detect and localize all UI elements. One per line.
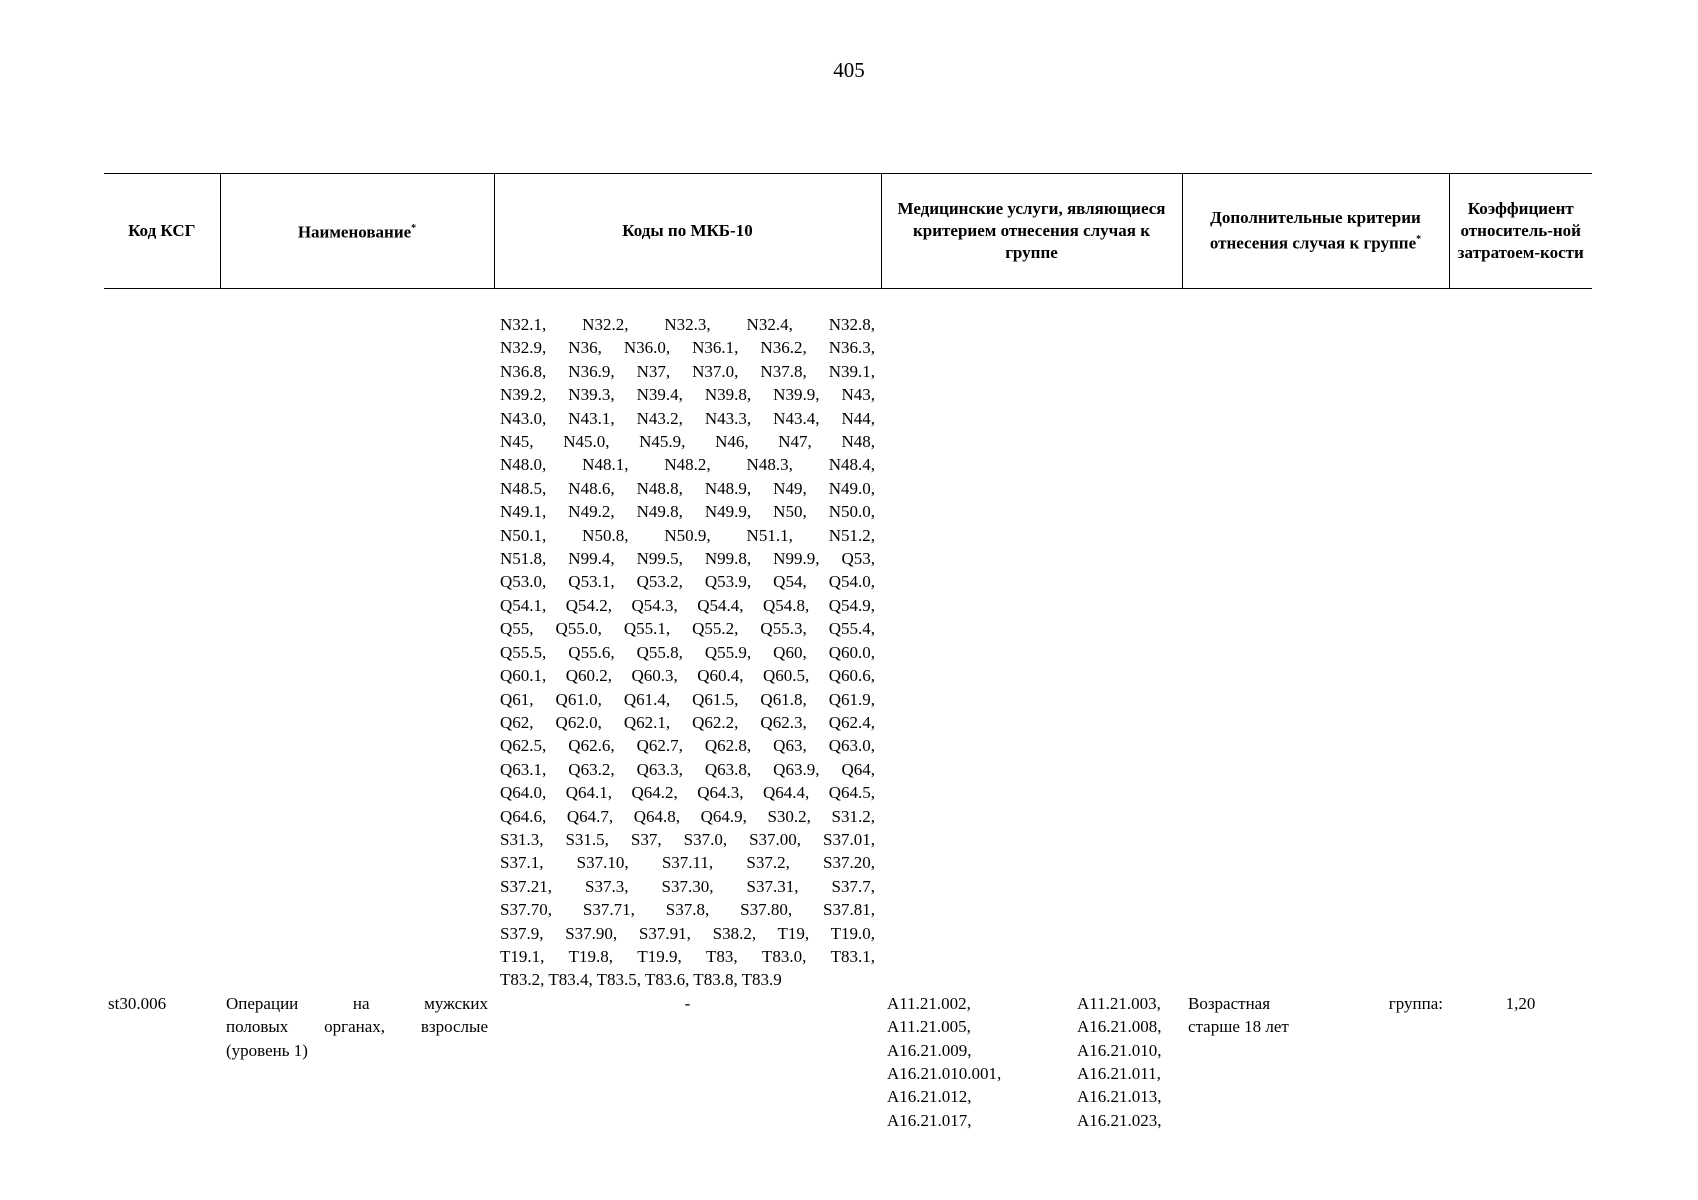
mkb-code-line: Q64.0, Q64.1, Q64.2, Q64.3, Q64.4, Q64.5, — [500, 783, 875, 803]
continuation-name-cell — [220, 313, 494, 992]
header-name-footnote-mark: * — [411, 223, 417, 235]
mkb-code-line: S37.1, S37.10, S37.11, S37.2, S37.20, — [500, 853, 875, 873]
service-code: A16.21.017, — [887, 1110, 972, 1130]
continuation-coef-cell — [1449, 313, 1592, 992]
mkb-code-line: Q62.5, Q62.6, Q62.7, Q62.8, Q63, Q63.0, — [500, 736, 875, 756]
criteria-label-suffix: группа: — [1388, 993, 1443, 1013]
mkb-code-line: S37.21, S37.3, S37.30, S37.31, S37.7, — [500, 876, 875, 896]
mkb-code-line: Q53.0, Q53.1, Q53.2, Q53.9, Q54, Q54.0, — [500, 572, 875, 592]
header-mkb: Коды по МКБ-10 — [494, 174, 881, 289]
continuation-services-cell — [881, 313, 1182, 992]
service-code: A16.21.008, — [1077, 1017, 1162, 1037]
mkb-code-line: Q55, Q55.0, Q55.1, Q55.2, Q55.3, Q55.4, — [500, 619, 875, 639]
ksg-criteria — [1182, 992, 1449, 1132]
mkb-code-line: N49.1, N49.2, N49.8, N49.9, N50, N50.0, — [500, 502, 875, 522]
header-services: Медицинские услуги, являющиеся критерием отнесения случая к группе — [881, 174, 1182, 289]
mkb-code-line: N48.5, N48.6, N48.8, N48.9, N49, N49.0, — [500, 478, 875, 498]
continuation-mkb-cell — [494, 313, 881, 992]
header-code: Код КСГ — [104, 174, 220, 289]
continuation-criteria-cell — [1182, 313, 1449, 992]
table-header-row — [104, 174, 1592, 289]
header-name: Наименование* — [220, 174, 494, 289]
service-code: A11.21.002, — [887, 993, 971, 1013]
mkb-code-line: Q64.6, Q64.7, Q64.8, Q64.9, S30.2, S31.2, — [500, 806, 875, 826]
spacer-row — [104, 289, 1592, 314]
mkb-code-line: N45, N45.0, N45.9, N46, N47, N48, — [500, 432, 875, 452]
mkb-code-line: N50.1, N50.8, N50.9, N51.1, N51.2, — [500, 525, 875, 545]
ksg-name-line: (уровень 1) — [226, 1040, 308, 1060]
service-code: A16.21.010.001, — [887, 1064, 1002, 1083]
ksg-coefficient: 1,20 — [1505, 993, 1536, 1013]
service-code: A16.21.012, — [887, 1087, 972, 1107]
ksg-name — [220, 992, 494, 1132]
mkb-code-line: Q60.1, Q60.2, Q60.3, Q60.4, Q60.5, Q60.6, — [500, 666, 875, 686]
service-code: A16.21.010, — [1077, 1040, 1162, 1060]
mkb-code-line: Q54.1, Q54.2, Q54.3, Q54.4, Q54.8, Q54.9, — [500, 595, 875, 615]
mkb-code-line: N32.9, N36, N36.0, N36.1, N36.2, N36.3, — [500, 338, 875, 358]
mkb-code-line: N32.1, N32.2, N32.3, N32.4, N32.8, — [500, 315, 875, 334]
service-code: A16.21.011, — [1077, 1064, 1161, 1083]
mkb-code-line: N48.0, N48.1, N48.2, N48.3, N48.4, — [500, 455, 875, 475]
mkb-code-line: N39.2, N39.3, N39.4, N39.8, N39.9, N43, — [500, 385, 875, 405]
ksg-name-line: Операции на мужских — [226, 993, 488, 1013]
header-criteria-footnote-mark: * — [1416, 234, 1422, 246]
header-coef: Коэффициент относитель-ной затратоем-кости — [1449, 174, 1592, 289]
page-number: 405 — [833, 58, 865, 82]
table-row-continuation — [104, 313, 1592, 992]
mkb-code-line: N36.8, N36.9, N37, N37.0, N37.8, N39.1, — [500, 361, 875, 381]
mkb-code-line: N51.8, N99.4, N99.5, N99.8, N99.9, Q53, — [500, 549, 875, 569]
ksg-name-line: половых органах, взрослые — [226, 1017, 488, 1037]
mkb-code-line: S37.70, S37.71, S37.8, S37.80, S37.81, — [500, 900, 875, 920]
mkb-code-line: T83.2, T83.4, T83.5, T83.6, T83.8, T83.9 — [500, 970, 782, 990]
ksg-code: st30.006 — [108, 993, 167, 1013]
ksg-table — [104, 173, 1592, 1132]
header-criteria: Дополнительные критерии отнесения случая к группе* — [1182, 174, 1449, 289]
service-code: A16.21.023, — [1077, 1110, 1162, 1130]
mkb-code-line: T19.1, T19.8, T19.9, T83, T83.0, T83.1, — [500, 946, 875, 966]
mkb-code-line: S31.3, S31.5, S37, S37.0, S37.00, S37.01, — [500, 829, 875, 849]
table-row — [104, 992, 1592, 1132]
ksg-services — [881, 992, 1182, 1132]
mkb-code-line: Q63.1, Q63.2, Q63.3, Q63.8, Q63.9, Q64, — [500, 759, 875, 779]
criteria-value: старше 18 лет — [1188, 1017, 1289, 1037]
ksg-mkb-codes: - — [684, 993, 691, 1013]
continuation-code-cell — [104, 313, 220, 992]
mkb-code-line: N43.0, N43.1, N43.2, N43.3, N43.4, N44, — [500, 408, 875, 428]
mkb-code-line: Q62, Q62.0, Q62.1, Q62.2, Q62.3, Q62.4, — [500, 712, 875, 732]
service-code: A16.21.013, — [1077, 1087, 1162, 1107]
mkb-code-line: Q55.5, Q55.6, Q55.8, Q55.9, Q60, Q60.0, — [500, 642, 875, 662]
service-code: A16.21.009, — [887, 1040, 972, 1060]
mkb-code-line: Q61, Q61.0, Q61.4, Q61.5, Q61.8, Q61.9, — [500, 689, 875, 709]
service-code: A11.21.003, — [1077, 993, 1161, 1013]
criteria-label: Возрастная — [1188, 993, 1271, 1013]
mkb-code-line: S37.9, S37.90, S37.91, S38.2, T19, T19.0, — [500, 923, 875, 943]
service-code: A11.21.005, — [887, 1017, 971, 1037]
